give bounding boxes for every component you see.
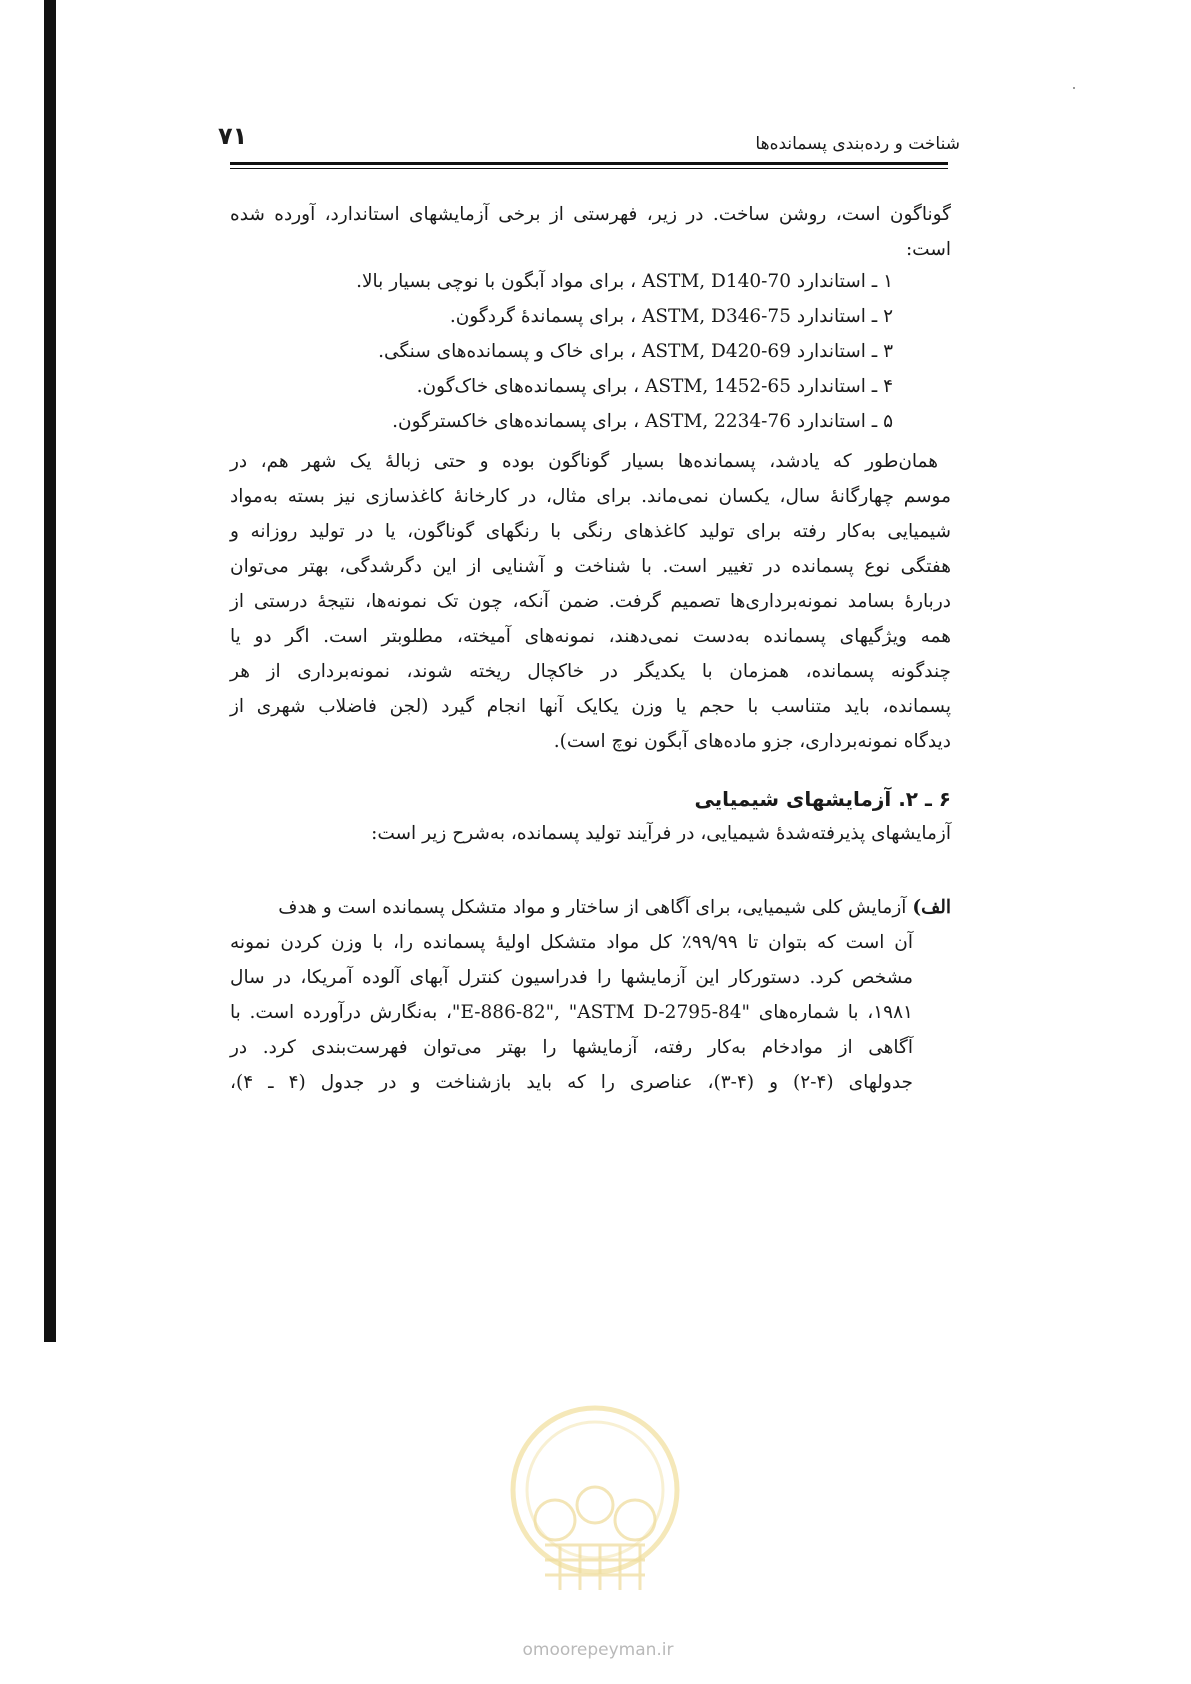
item-alef-line-1	[230, 894, 951, 922]
item-alef-line-4: ۱۹۸۱، با شماره‌های "E-886-82", "ASTM D-2795-84"، به‌نگارش درآورده است. با	[230, 1002, 913, 1023]
item-alef-line-5: آگاهی از موادخام به‌کار رفته، آزمایشها را بهتر می‌توان فهرست‌بندی کرد. در	[230, 1037, 913, 1058]
section-heading: ۶ ـ ۲. آزمایشهای شیمیایی	[694, 787, 951, 811]
standard-item-3: ۳ ـ استاندارد ASTM, D420-69 ، برای خاک و پسمانده‌های سنگی.	[378, 341, 893, 362]
header-rule-thin	[230, 168, 948, 169]
paragraph-line-6: همه ویژگیهای پسمانده به‌دست نمی‌دهند، نمونه‌های آمیخته، مطلوبتر است. اگر دو یا	[230, 626, 951, 647]
paragraph-line-4: هفتگی نوع پسمانده در تغییر است. با شناخت و آشنایی از این دگرشدگی، بهتر می‌توان	[230, 556, 951, 577]
header-rule-thick	[230, 162, 948, 165]
paragraph-line-7: چندگونه پسمانده، همزمان با یکدیگر در خاکچال ریخته شوند، نمونه‌برداری از هر	[230, 661, 951, 682]
item-alef-line-3: مشخص کرد. دستورکار این آزمایشها را فدراسیون کنترل آبهای آلوده آمریکا، در سال	[230, 967, 913, 988]
item-alef-text: آزمایش کلی شیمیایی، برای آگاهی از ساختار و مواد متشکل پسمانده است و هدف	[278, 897, 907, 918]
section-intro: آزمایشهای پذیرفته‌شدهٔ شیمیایی، در فرآیند تولید پسمانده، به‌شرح زیر است:	[371, 823, 951, 844]
paragraph-line-2: موسم چهارگانهٔ سال، یکسان نمی‌ماند. برای مثال، در کارخانهٔ کاغذسازی نیز بسته به‌مواد	[230, 486, 951, 507]
intro-line-1: گوناگون است، روشن ساخت. در زیر، فهرستی از برخی آزمایشهای استاندارد، آورده شده	[230, 204, 951, 225]
paragraph-line-3: شیمیایی به‌کار رفته برای تولید کاغذهای رنگی با رنگهای گوناگون، یا در تولید روزانه و	[230, 521, 951, 542]
watermark-url: omoorepeyman.ir	[522, 1640, 674, 1660]
paragraph-line-8: پسمانده، باید متناسب با حجم یا وزن یکایک آنها انجام گیرد (لجن فاضلاب شهری از	[230, 696, 951, 717]
binding-strip	[44, 0, 56, 1342]
scan-speck	[1073, 87, 1075, 89]
standard-item-5: ۵ ـ استاندارد ASTM, 2234-76 ، برای پسمانده‌های خاکسترگون.	[392, 411, 893, 432]
standard-item-2: ۲ ـ استاندارد ASTM, D346-75 ، برای پسماندهٔ گردگون.	[449, 306, 893, 327]
page-number: ۷۱	[218, 122, 248, 150]
paragraph-line-9: دیدگاه نمونه‌برداری، جزو ماده‌های آبگون نوچ است).	[553, 731, 951, 752]
item-alef-line-6: جدولهای (۴-۲) و (۴-۳)، عناصری را که باید بازشناخت و در جدول (۴ ـ ۴)،	[230, 1072, 913, 1093]
intro-line-2: است:	[905, 239, 951, 260]
item-alef-line-2: آن است که بتوان تا ۹۹/۹۹٪ کل مواد متشکل اولیهٔ پسمانده را، با وزن کردن نمونه	[230, 932, 913, 953]
watermark-logo	[500, 1395, 690, 1625]
running-title: شناخت و رده‌بندی پسمانده‌ها	[755, 134, 960, 154]
standard-item-1: ۱ ـ استاندارد ASTM, D140-70 ، برای مواد آبگون با نوچی بسیار بالا.	[356, 271, 893, 292]
item-alef-label: الف)	[912, 897, 951, 918]
paragraph-line-1: همان‌طور که یادشد، پسمانده‌ها بسیار گوناگون بوده و حتی زبالهٔ یک شهر هم، در	[230, 451, 938, 472]
standard-item-4: ۴ ـ استاندارد ASTM, 1452-65 ، برای پسمانده‌های خاک‌گون.	[416, 376, 893, 397]
paragraph-line-5: دربارهٔ بسامد نمونه‌برداری‌ها تصمیم گرفت. ضمن آنکه، چون تک نمونه‌ها، نتیجهٔ درستی از	[230, 591, 951, 612]
